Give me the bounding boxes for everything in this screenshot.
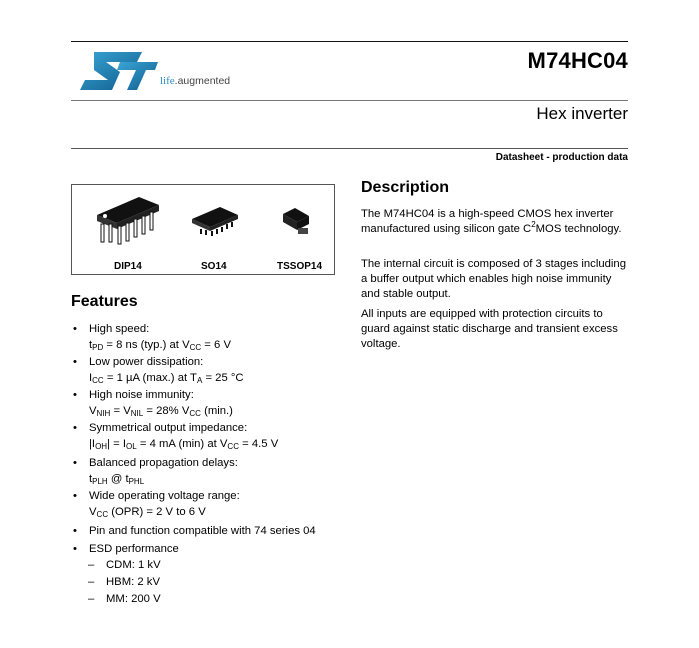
feature-title: Symmetrical output impedance: xyxy=(89,422,248,434)
datasheet-rule xyxy=(71,148,628,149)
feature-detail: $t_{PD} = 8$ ns (typ.) at $V_{CC} = 6$ V xyxy=(89,339,232,352)
tssop14-package-icon xyxy=(281,208,311,236)
esd-subitem: MM: 200 V xyxy=(106,593,161,605)
tagline xyxy=(160,75,230,87)
description-paragraph-2: The internal circuit is composed of 3 stages including a buffer output which enables high noise immunity and stable output. xyxy=(361,258,626,300)
header-logo-rule xyxy=(71,100,628,101)
feature-title: ESD performance xyxy=(89,543,179,555)
st-logo-icon xyxy=(80,50,165,92)
bullet-icon: • xyxy=(73,422,77,434)
bullet-icon: • xyxy=(73,525,77,537)
feature-title: Low power dissipation: xyxy=(89,356,204,368)
bullet-icon: • xyxy=(73,490,77,502)
description-paragraph-3: All inputs are equipped with protection circuits to guard against static discharge and transient excess voltage. xyxy=(361,308,618,350)
device-subtitle: Hex inverter xyxy=(536,104,628,123)
feature-title: High speed: xyxy=(89,323,150,335)
package-label-dip14: DIP14 xyxy=(114,261,142,272)
dip14-package-icon xyxy=(93,193,163,248)
tagline-suffix: .augmented xyxy=(174,75,231,87)
dash-icon: – xyxy=(88,559,95,571)
dash-icon: – xyxy=(88,576,95,588)
dash-icon: – xyxy=(88,593,95,605)
feature-detail: $V_{CC}$ (OPR) = 2 V to 6 V xyxy=(89,506,206,519)
doc-type-label: Datasheet - production data xyxy=(495,152,628,163)
description-heading: Description xyxy=(361,179,450,196)
description-paragraph-1: The M74HC04 is a high-speed CMOS hex inverter manufactured using silicon gate $C^2MOS$ technology. xyxy=(361,208,622,235)
feature-title: Pin and function compatible with 74 series 04 xyxy=(89,525,316,537)
feature-detail: $I_{CC} = 1$ µA (max.) at $T_A = 25$ °C xyxy=(89,372,244,385)
bullet-icon: • xyxy=(73,356,77,368)
features-heading: Features xyxy=(71,293,138,310)
bullet-icon: • xyxy=(73,323,77,335)
feature-title: Balanced propagation delays: xyxy=(89,457,238,469)
part-number-title: M74HC04 xyxy=(527,48,628,73)
feature-detail: $|I_{OH}| = I_{OL} = 4$ mA (min) at $V_{CC} = 4.5$ V xyxy=(89,438,279,451)
bullet-icon: • xyxy=(73,457,77,469)
feature-title: Wide operating voltage range: xyxy=(89,490,240,502)
package-label-tssop14: TSSOP14 xyxy=(277,261,323,272)
esd-subitem: HBM: 2 kV xyxy=(106,576,160,588)
tagline-prefix: life xyxy=(160,75,175,87)
package-label-so14: SO14 xyxy=(201,261,227,272)
bullet-icon: • xyxy=(73,543,77,555)
feature-detail: $V_{NIH} = V_{NIL} = 28\%$ $V_{CC}$ (min.) xyxy=(89,405,233,418)
feature-detail: $t_{PLH}$ @ $t_{PHL}$ xyxy=(89,473,145,486)
esd-subitem: CDM: 1 kV xyxy=(106,559,161,571)
feature-title: High noise immunity: xyxy=(89,389,194,401)
header-top-rule xyxy=(71,41,628,42)
bullet-icon: • xyxy=(73,389,77,401)
so14-package-icon xyxy=(190,205,240,237)
